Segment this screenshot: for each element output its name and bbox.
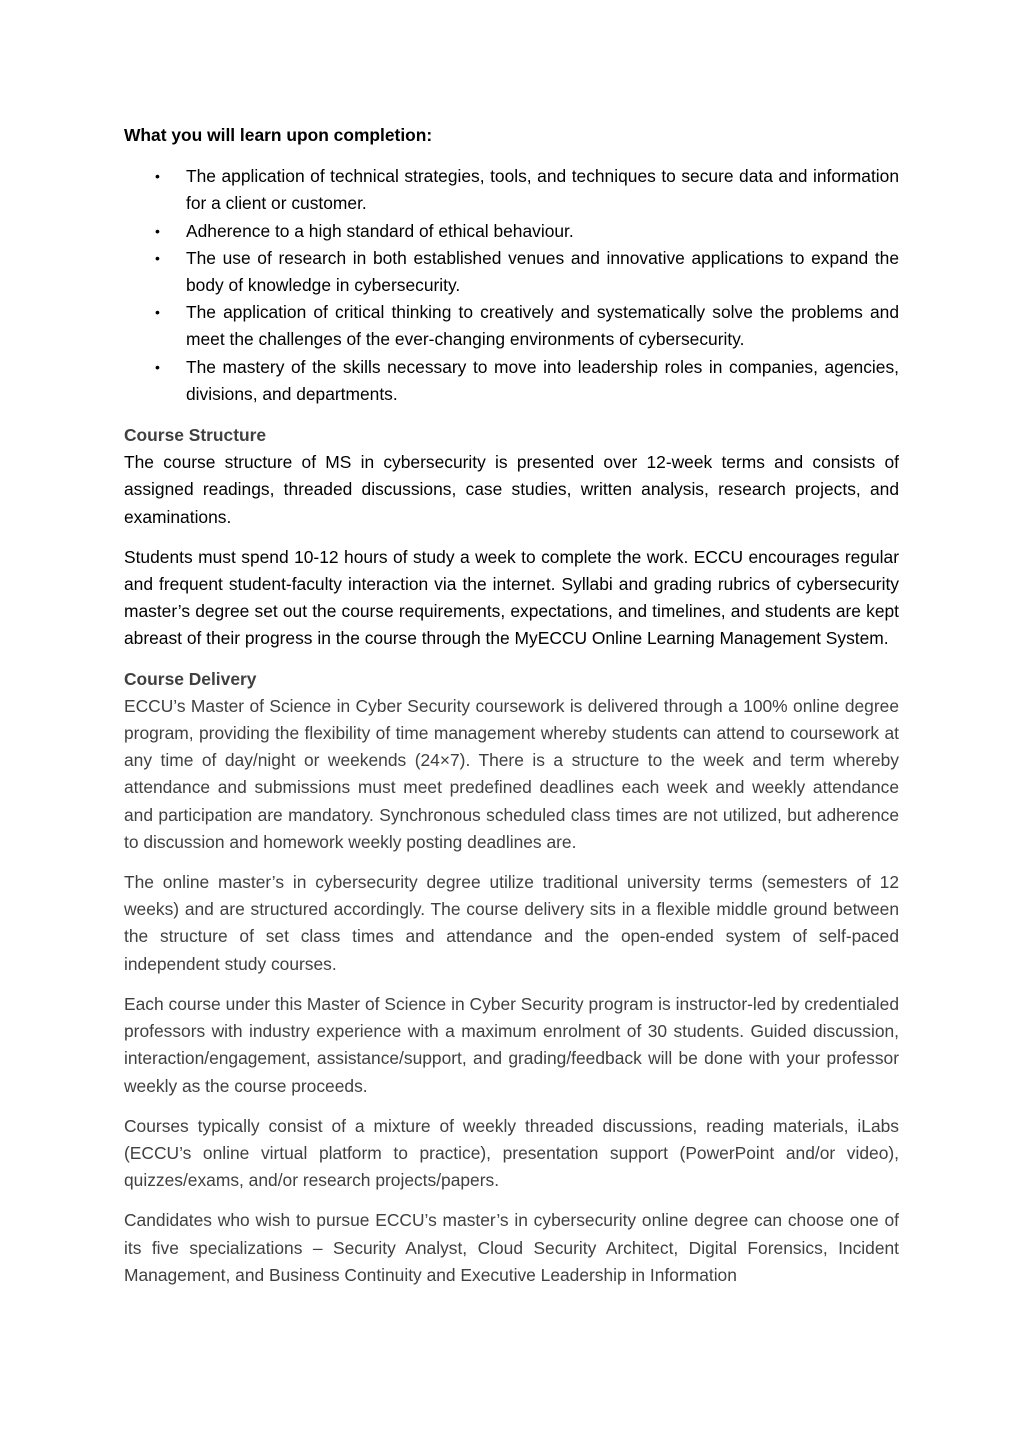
course-delivery-paragraph: Each course under this Master of Science in Cyber Security program is instructor-led by credentialed professors with industry experience with a maximum enrolment of 30 students. Guided discussion, interaction/engagement, assistance/support, and grading/feedback will be done with your professor weekly as the course proceeds. bbox=[124, 993, 899, 1096]
outcome-text: The application of critical thinking to creatively and systematically solve the problems and meet the challenges of the ever-changing environments of cybersecurity. bbox=[186, 302, 899, 350]
bullet-icon: • bbox=[155, 168, 160, 185]
list-item bbox=[124, 218, 899, 245]
course-delivery-heading: Course Delivery bbox=[124, 668, 257, 689]
bullet-icon: • bbox=[155, 249, 160, 266]
bullet-icon: • bbox=[155, 222, 160, 239]
outcome-text: Adherence to a high standard of ethical behaviour. bbox=[186, 220, 574, 241]
list-item bbox=[124, 245, 899, 299]
list-item bbox=[124, 163, 899, 217]
course-delivery-paragraph: Candidates who wish to pursue ECCU’s master’s in cybersecurity online degree can choose one of its five specializations – Security Analyst, Cloud Security Architect, Digital Forensics, Incident Management, and Business Continuity and Executive Leadership in Information bbox=[124, 1210, 899, 1285]
learning-outcomes-heading: What you will learn upon completion: bbox=[124, 125, 433, 145]
course-delivery-paragraph: ECCU’s Master of Science in Cyber Security coursework is delivered through a 100% online degree program, providing the flexibility of time management whereby students can attend to coursework at any time of day/night or weekends (24×7). There is a structure to the week and term whereby attendance and submissions must meet predefined deadlines each week and weekly attendance and participation are mandatory. Synchronous scheduled class times are not utilized, but adherence to discussion and homework weekly posting deadlines are. bbox=[124, 695, 899, 852]
outcome-text: The use of research in both established venues and innovative applications to expand the body of knowledge in cybersecurity. bbox=[186, 247, 899, 296]
list-item bbox=[124, 299, 899, 353]
course-structure-heading: Course Structure bbox=[124, 425, 267, 446]
course-delivery-paragraph: The online master’s in cybersecurity degree utilize traditional university terms (semesters of 12 weeks) and are structured accordingly. The course delivery sits in a flexible middle ground between the structure of set class times and attendance and the open-ended system of self-paced independent study courses. bbox=[124, 872, 899, 974]
outcome-text: The application of technical strategies, tools, and techniques to secure data and information for a client or customer. bbox=[186, 166, 899, 214]
outcome-text: The mastery of the skills necessary to move into leadership roles in companies, agencies, divisions, and departments. bbox=[186, 356, 899, 404]
course-structure-paragraph: The course structure of MS in cybersecurity is presented over 12-week terms and consists of assigned readings, threaded discussions, case studies, written analysis, research projects, and examinations. bbox=[124, 452, 899, 527]
list-item bbox=[124, 354, 899, 408]
bullet-icon: • bbox=[155, 358, 160, 375]
bullet-icon: • bbox=[155, 304, 160, 321]
course-structure-paragraph: Students must spend 10-12 hours of study a week to complete the work. ECCU encourages regular and frequent student-faculty interaction via the internet. Syllabi and grading rubrics of cybersecurity master’s degree set out the course requirements, expectations, and timelines, and students are kept abreast of their progress in the course through the MyECCU Online Learning Management System. bbox=[124, 546, 899, 649]
course-delivery-paragraph: Courses typically consist of a mixture of weekly threaded discussions, reading materials, iLabs (ECCU’s online virtual platform to practice), presentation support (PowerPoint and/or video), quizzes/exams, and/or research projects/papers. bbox=[124, 1115, 899, 1191]
document-page bbox=[124, 122, 899, 1302]
learning-outcomes-list bbox=[124, 163, 899, 408]
